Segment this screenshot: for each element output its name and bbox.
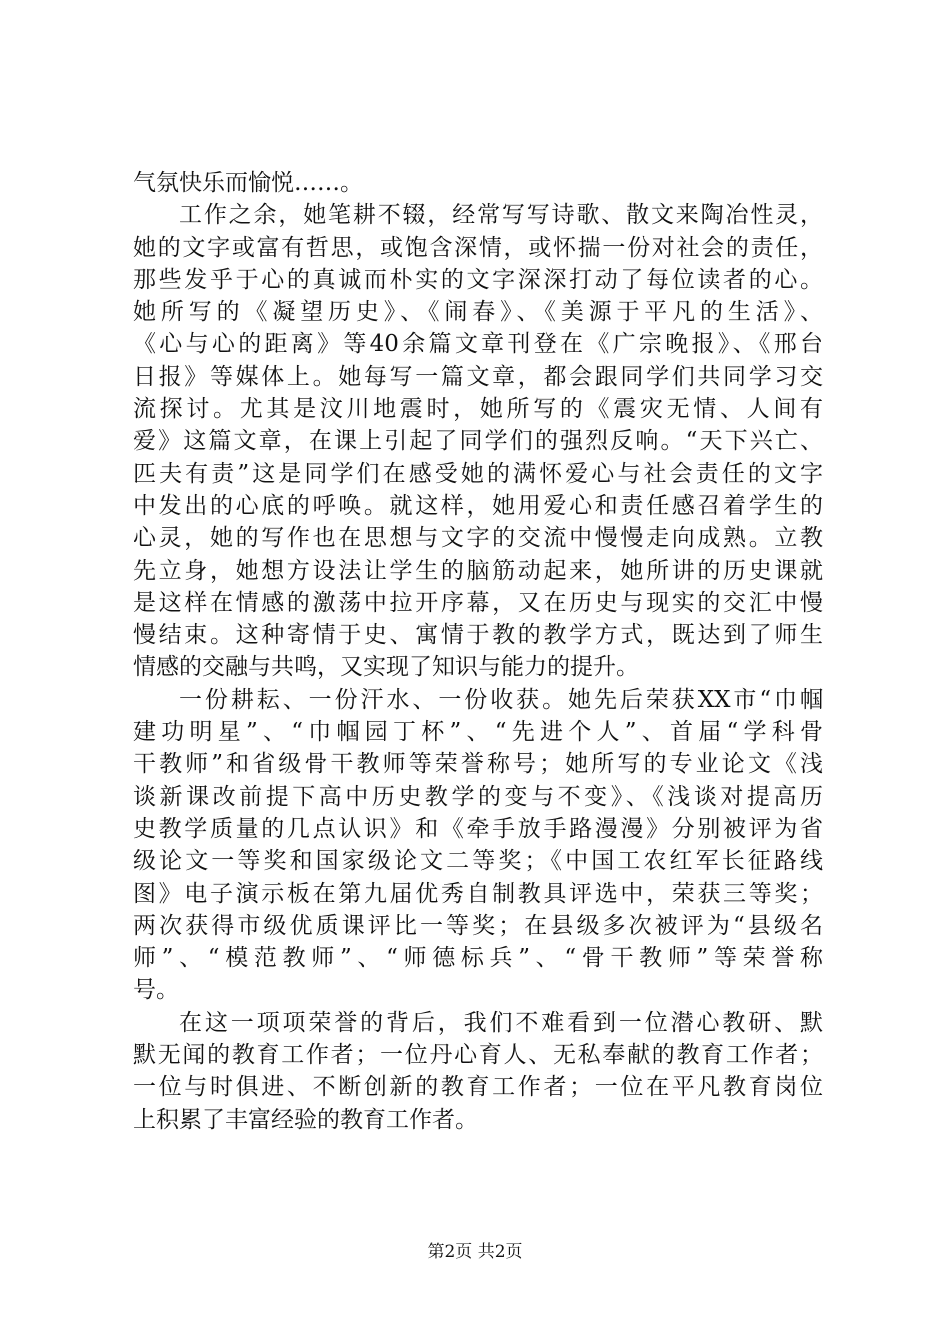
text-line: 图》电子演示板在第九届优秀自制教具评选中，荣获三等奖； (133, 880, 823, 907)
text-line: 心灵，她的写作也在思想与文字的交流中慢慢走向成熟。立教 (133, 525, 823, 552)
text-line: 中发出的心底的呼唤。就这样，她用爱心和责任感召着学生的 (133, 492, 823, 519)
paragraph-first-line: 工作之余，她笔耕不辍，经常写写诗歌、散文来陶冶性灵， (179, 202, 823, 229)
text-line: 一位与时俱进、不断创新的教育工作者；一位在平凡教育岗位 (133, 1074, 823, 1101)
paragraph-first-line: 在这一项项荣誉的背后，我们不难看到一位潜心教研、默 (179, 1009, 823, 1036)
text-line: 上积累了丰富经验的教育工作者。 (133, 1106, 478, 1133)
body-text (133, 167, 823, 1136)
text-line: 那些发乎于心的真诚而朴实的文字深深打动了每位读者的心。 (133, 266, 823, 293)
text-line: 号。 (133, 977, 179, 1004)
text-line: 先立身，她想方设法让学生的脑筋动起来，她所讲的历史课就 (133, 557, 823, 584)
text-line: 默无闻的教育工作者；一位丹心育人、无私奉献的教育工作者； (133, 1042, 823, 1069)
text-line: 流探讨。尤其是汶川地震时，她所写的《震灾无情、人间有 (133, 396, 823, 423)
text-line: 史教学质量的几点认识》和《牵手放手路漫漫》分别被评为省 (133, 815, 823, 842)
text-line: 干教师”和省级骨干教师等荣誉称号；她所写的专业论文《浅 (133, 751, 823, 778)
paragraph-first-line: 一份耕耘、一份汗水、一份收获。她先后荣获XX市“巾帼 (179, 686, 823, 713)
page-number-footer: 第2页 共2页 (427, 1242, 523, 1262)
text-line: 师”、“模范教师”、“师德标兵”、“骨干教师”等荣誉称 (133, 945, 823, 972)
text-line: 她的文字或富有哲思，或饱含深情，或怀揣一份对社会的责任， (133, 234, 823, 261)
text-line: 她所写的《凝望历史》、《闹春》、《美源于平凡的生活》、 (133, 299, 823, 326)
text-line: 谈新课改前提下高中历史教学的变与不变》、《浅谈对提高历 (133, 783, 823, 810)
text-line: 情感的交融与共鸣，又实现了知识与能力的提升。 (133, 654, 639, 681)
text-line: 匹夫有责”这是同学们在感受她的满怀爱心与社会责任的文字 (133, 460, 823, 487)
text-line: 建功明星”、“巾帼园丁杯”、“先进个人”、首届“学科骨 (133, 719, 823, 746)
text-line: 爱》这篇文章，在课上引起了同学们的强烈反响。“天下兴亡、 (133, 428, 823, 455)
text-line: 两次获得市级优质课评比一等奖；在县级多次被评为“县级名 (133, 912, 823, 939)
text-line: 是这样在情感的激荡中拉开序幕，又在历史与现实的交汇中慢 (133, 589, 823, 616)
text-line: 慢结束。这种寄情于史、寓情于教的教学方式，既达到了师生 (133, 622, 823, 649)
text-line: 级论文一等奖和国家级论文二等奖；《中国工农红军长征路线 (133, 848, 823, 875)
text-line: 《心与心的距离》等40余篇文章刊登在《广宗晚报》、《邢台 (133, 331, 823, 358)
text-line: 气氛快乐而愉悦……。 (133, 170, 363, 196)
text-line: 日报》等媒体上。她每写一篇文章，都会跟同学们共同学习交 (133, 363, 823, 390)
